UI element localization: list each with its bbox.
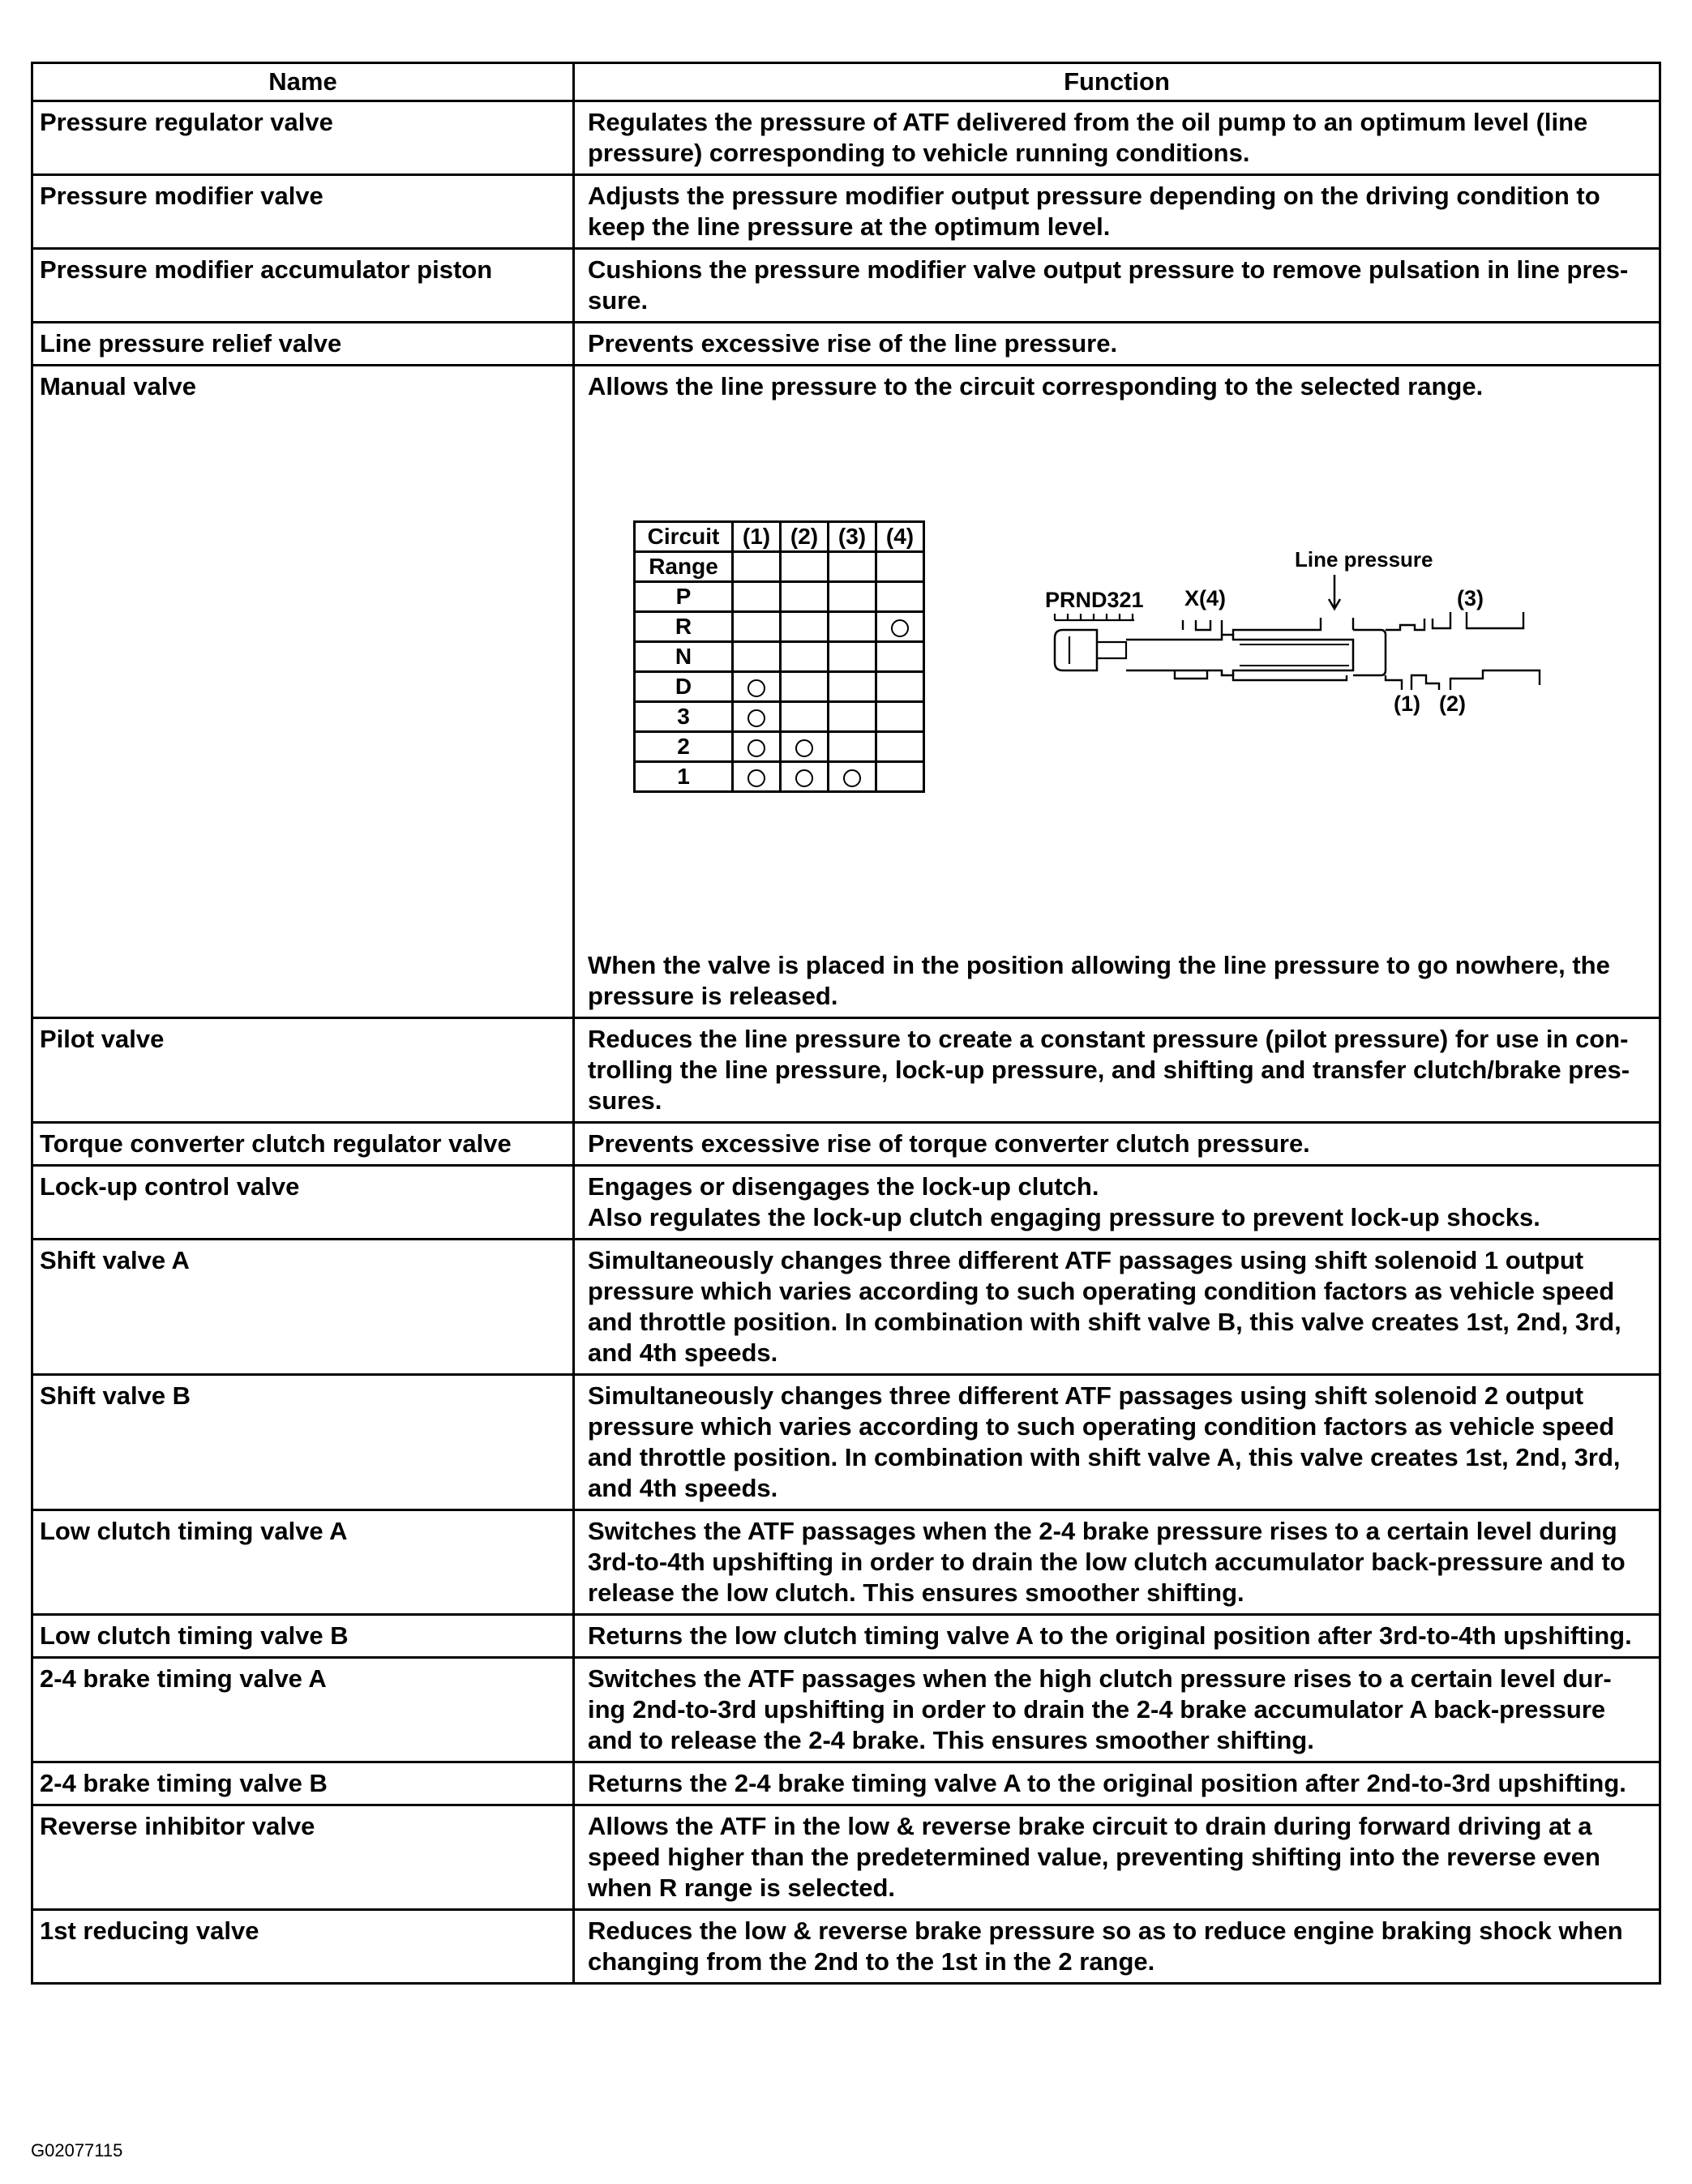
range-value: N bbox=[635, 642, 733, 672]
lower-ports-1-2 bbox=[1386, 670, 1540, 690]
function-line: sure. bbox=[588, 286, 649, 315]
valve-function bbox=[574, 366, 1660, 1018]
circle-mark-icon bbox=[795, 739, 813, 757]
function-line: pressure) corresponding to vehicle running conditions. bbox=[588, 139, 1250, 167]
function-line: when R range is selected. bbox=[588, 1874, 896, 1902]
empty-cell bbox=[876, 552, 924, 582]
range-label: Range bbox=[635, 552, 733, 582]
circuit-inactive-cell bbox=[876, 672, 924, 702]
table-row bbox=[32, 1762, 1660, 1805]
table-row bbox=[32, 1805, 1660, 1910]
table-row bbox=[32, 101, 1660, 175]
valve-function bbox=[574, 1510, 1660, 1615]
function-line: Simultaneously changes three different ATF passages using shift solenoid 1 output bbox=[588, 1246, 1584, 1274]
function-line: ing 2nd-to-3rd upshifting in order to drain the 2-4 brake accumulator A back-pressure bbox=[588, 1695, 1606, 1724]
function-line: Cushions the pressure modifier valve output pressure to remove pulsation in line pres- bbox=[588, 255, 1629, 284]
drain-port-label: X(4) bbox=[1184, 586, 1227, 610]
table-row bbox=[32, 175, 1660, 249]
circuit-column-header: (2) bbox=[781, 522, 829, 552]
valve-function bbox=[574, 323, 1660, 366]
line-pressure-label: Line pressure bbox=[1295, 547, 1433, 572]
function-line: changing from the 2nd to the 1st in the 2 range. bbox=[588, 1947, 1155, 1976]
range-row bbox=[635, 732, 924, 762]
upper-drain-ports bbox=[1183, 620, 1222, 635]
circuit-inactive-cell bbox=[829, 582, 876, 612]
circle-mark-icon bbox=[747, 739, 765, 757]
function-line: Prevents excessive rise of torque converter clutch pressure. bbox=[588, 1129, 1310, 1158]
circuit-active-cell bbox=[876, 612, 924, 642]
valve-name: Low clutch timing valve B bbox=[32, 1615, 574, 1658]
header-row bbox=[32, 63, 1660, 101]
empty-cell bbox=[781, 552, 829, 582]
table-row bbox=[32, 1123, 1660, 1166]
table-row bbox=[32, 1910, 1660, 1984]
circuit-inactive-cell bbox=[829, 612, 876, 642]
range-row bbox=[635, 642, 924, 672]
function-line: Engages or disengages the lock-up clutch. bbox=[588, 1172, 1099, 1201]
port-1-label: (1) bbox=[1394, 692, 1420, 716]
manual-valve-note bbox=[588, 950, 1651, 1012]
manual-valve-diagram bbox=[1045, 541, 1564, 752]
function-line: Switches the ATF passages when the 2-4 brake pressure rises to a certain level during bbox=[588, 1517, 1617, 1545]
function-line: Reduces the low & reverse brake pressure so as to reduce engine braking shock when bbox=[588, 1916, 1623, 1945]
circuit-inactive-cell bbox=[829, 732, 876, 762]
circuit-inactive-cell bbox=[781, 672, 829, 702]
circle-mark-icon bbox=[747, 679, 765, 697]
function-line: and 4th speeds. bbox=[588, 1474, 778, 1502]
circuit-inactive-cell bbox=[876, 732, 924, 762]
lower-port-left bbox=[1175, 670, 1207, 679]
function-line: Simultaneously changes three different ATF passages using shift solenoid 2 output bbox=[588, 1381, 1584, 1410]
empty-cell bbox=[829, 552, 876, 582]
valve-function bbox=[574, 1615, 1660, 1658]
circuit-inactive-cell bbox=[876, 702, 924, 732]
table-body bbox=[32, 101, 1660, 1984]
circuit-active-cell bbox=[733, 672, 781, 702]
valve-name: Torque converter clutch regulator valve bbox=[32, 1123, 574, 1166]
function-line: Reduces the line pressure to create a constant pressure (pilot pressure) for use in con- bbox=[588, 1025, 1629, 1053]
circuit-column-header: (4) bbox=[876, 522, 924, 552]
function-line: and 4th speeds. bbox=[588, 1338, 778, 1367]
table-row bbox=[32, 1018, 1660, 1123]
circuit-inactive-cell bbox=[781, 582, 829, 612]
valve-name: Pressure modifier accumulator piston bbox=[32, 249, 574, 323]
circuit-active-cell bbox=[829, 762, 876, 792]
function-line: Allows the ATF in the low & reverse brake circuit to drain during forward driving at a bbox=[588, 1812, 1592, 1840]
circuit-active-cell bbox=[781, 762, 829, 792]
valve-function bbox=[574, 1375, 1660, 1510]
table-row bbox=[32, 366, 1660, 1018]
valve-function bbox=[574, 1658, 1660, 1762]
circle-mark-icon bbox=[843, 769, 861, 787]
range-row bbox=[635, 582, 924, 612]
range-value: 3 bbox=[635, 702, 733, 732]
range-row bbox=[635, 762, 924, 792]
function-line: Adjusts the pressure modifier output pressure depending on the driving condition to bbox=[588, 182, 1600, 210]
circuit-active-cell bbox=[781, 732, 829, 762]
valve-name: Line pressure relief valve bbox=[32, 323, 574, 366]
circle-mark-icon bbox=[747, 769, 765, 787]
circuit-inactive-cell bbox=[733, 642, 781, 672]
name-header: Name bbox=[32, 63, 574, 101]
function-line: Regulates the pressure of ATF delivered from the oil pump to an optimum level (line bbox=[588, 108, 1588, 136]
valve-function bbox=[574, 1018, 1660, 1123]
range-value: D bbox=[635, 672, 733, 702]
function-line: pressure which varies according to such operating condition factors as vehicle speed bbox=[588, 1412, 1615, 1441]
port-2-label: (2) bbox=[1439, 692, 1466, 716]
function-line: and to release the 2-4 brake. This ensures smoother shifting. bbox=[588, 1726, 1314, 1754]
circuit-label: Circuit bbox=[635, 522, 733, 552]
valve-name: Shift valve A bbox=[32, 1240, 574, 1375]
function-line: Returns the low clutch timing valve A to the original position after 3rd-to-4th upshifting. bbox=[588, 1621, 1632, 1650]
valve-spool bbox=[1126, 635, 1353, 675]
range-value: 1 bbox=[635, 762, 733, 792]
valve-name: 2-4 brake timing valve B bbox=[32, 1762, 574, 1805]
circuit-active-cell bbox=[733, 762, 781, 792]
circuit-inactive-cell bbox=[876, 762, 924, 792]
circuit-inactive-cell bbox=[876, 582, 924, 612]
circuit-inactive-cell bbox=[829, 642, 876, 672]
function-line: sures. bbox=[588, 1086, 662, 1115]
detent-scale bbox=[1055, 614, 1134, 620]
valve-function-table bbox=[31, 62, 1661, 1985]
function-header: Function bbox=[574, 63, 1660, 101]
lower-body bbox=[1233, 675, 1347, 680]
range-value: R bbox=[635, 612, 733, 642]
valve-name: Shift valve B bbox=[32, 1375, 574, 1510]
circle-mark-icon bbox=[891, 619, 909, 637]
circuit-inactive-cell bbox=[733, 582, 781, 612]
function-line: Prevents excessive rise of the line pressure. bbox=[588, 329, 1118, 358]
valve-name: Pressure modifier valve bbox=[32, 175, 574, 249]
circle-mark-icon bbox=[747, 709, 765, 727]
valve-name: Pressure regulator valve bbox=[32, 101, 574, 175]
function-line: When the valve is placed in the position allowing the line pressure to go nowhere, the bbox=[588, 951, 1610, 979]
circuit-inactive-cell bbox=[733, 612, 781, 642]
table-row bbox=[32, 249, 1660, 323]
table-row bbox=[32, 1375, 1660, 1510]
range-row bbox=[635, 702, 924, 732]
circle-mark-icon bbox=[795, 769, 813, 787]
valve-land bbox=[1353, 630, 1386, 675]
port-3-label: (3) bbox=[1457, 586, 1484, 610]
figure-id: G02077115 bbox=[31, 2140, 123, 2160]
circuit-inactive-cell bbox=[829, 702, 876, 732]
function-line: Returns the 2-4 brake timing valve A to the original position after 2nd-to-3rd upshifting. bbox=[588, 1769, 1626, 1797]
circuit-inactive-cell bbox=[829, 672, 876, 702]
valve-name: Reverse inhibitor valve bbox=[32, 1805, 574, 1910]
range-value: P bbox=[635, 582, 733, 612]
valve-name: Low clutch timing valve A bbox=[32, 1510, 574, 1615]
line-pressure-arrow-icon bbox=[1329, 575, 1340, 609]
table-row bbox=[32, 1240, 1660, 1375]
range-row bbox=[635, 612, 924, 642]
function-line: and throttle position. In combination with shift valve A, this valve creates 1st, 2nd, 3rd, bbox=[588, 1443, 1621, 1471]
table-row bbox=[32, 1615, 1660, 1658]
valve-name: Lock-up control valve bbox=[32, 1166, 574, 1240]
range-value: 2 bbox=[635, 732, 733, 762]
valve-function bbox=[574, 1240, 1660, 1375]
valve-name: 2-4 brake timing valve A bbox=[32, 1658, 574, 1762]
function-line: 3rd-to-4th upshifting in order to drain the low clutch accumulator back-pressure and to bbox=[588, 1548, 1626, 1576]
valve-handle bbox=[1055, 630, 1097, 670]
valve-function bbox=[574, 1910, 1660, 1984]
valve-function bbox=[574, 1805, 1660, 1910]
valve-function bbox=[574, 1762, 1660, 1805]
valve-function bbox=[574, 249, 1660, 323]
function-line: release the low clutch. This ensures smoother shifting. bbox=[588, 1578, 1244, 1607]
function-line: Allows the line pressure to the circuit corresponding to the selected range. bbox=[588, 372, 1484, 400]
function-line: pressure is released. bbox=[588, 982, 838, 1010]
upper-body bbox=[1233, 618, 1353, 635]
circuit-inactive-cell bbox=[781, 702, 829, 732]
circuit-active-cell bbox=[733, 732, 781, 762]
circuit-column-header: (1) bbox=[733, 522, 781, 552]
range-circuit-table bbox=[633, 520, 925, 793]
valve-name: Pilot valve bbox=[32, 1018, 574, 1123]
range-row bbox=[635, 672, 924, 702]
table-row bbox=[32, 323, 1660, 366]
circuit-inactive-cell bbox=[781, 612, 829, 642]
spool-bore-lines bbox=[1240, 644, 1349, 666]
circuit-column-header: (3) bbox=[829, 522, 876, 552]
function-line: Switches the ATF passages when the high clutch pressure rises to a certain level dur- bbox=[588, 1664, 1612, 1693]
valve-function bbox=[574, 1166, 1660, 1240]
range-positions-label: PRND321 bbox=[1045, 588, 1144, 612]
valve-name: Manual valve bbox=[32, 366, 574, 1018]
circuit-inactive-cell bbox=[876, 642, 924, 672]
circuit-inactive-cell bbox=[781, 642, 829, 672]
circuit-active-cell bbox=[733, 702, 781, 732]
function-line: pressure which varies according to such operating condition factors as vehicle speed bbox=[588, 1277, 1615, 1305]
valve-function bbox=[574, 101, 1660, 175]
table-row bbox=[32, 1166, 1660, 1240]
upper-port-3 bbox=[1386, 612, 1523, 630]
table-row bbox=[32, 1510, 1660, 1615]
function-line: trolling the line pressure, lock-up pressure, and shifting and transfer clutch/brake pres- bbox=[588, 1056, 1630, 1084]
empty-cell bbox=[733, 552, 781, 582]
function-line: keep the line pressure at the optimum level. bbox=[588, 212, 1111, 241]
function-line: and throttle position. In combination with shift valve B, this valve creates 1st, 2nd, 3rd, bbox=[588, 1308, 1621, 1336]
valve-name: 1st reducing valve bbox=[32, 1910, 574, 1984]
valve-function bbox=[574, 175, 1660, 249]
table-row bbox=[32, 1658, 1660, 1762]
valve-function bbox=[574, 1123, 1660, 1166]
function-line: Also regulates the lock-up clutch engaging pressure to prevent lock-up shocks. bbox=[588, 1203, 1540, 1231]
function-line: speed higher than the predetermined value, preventing shifting into the reverse even bbox=[588, 1843, 1600, 1871]
